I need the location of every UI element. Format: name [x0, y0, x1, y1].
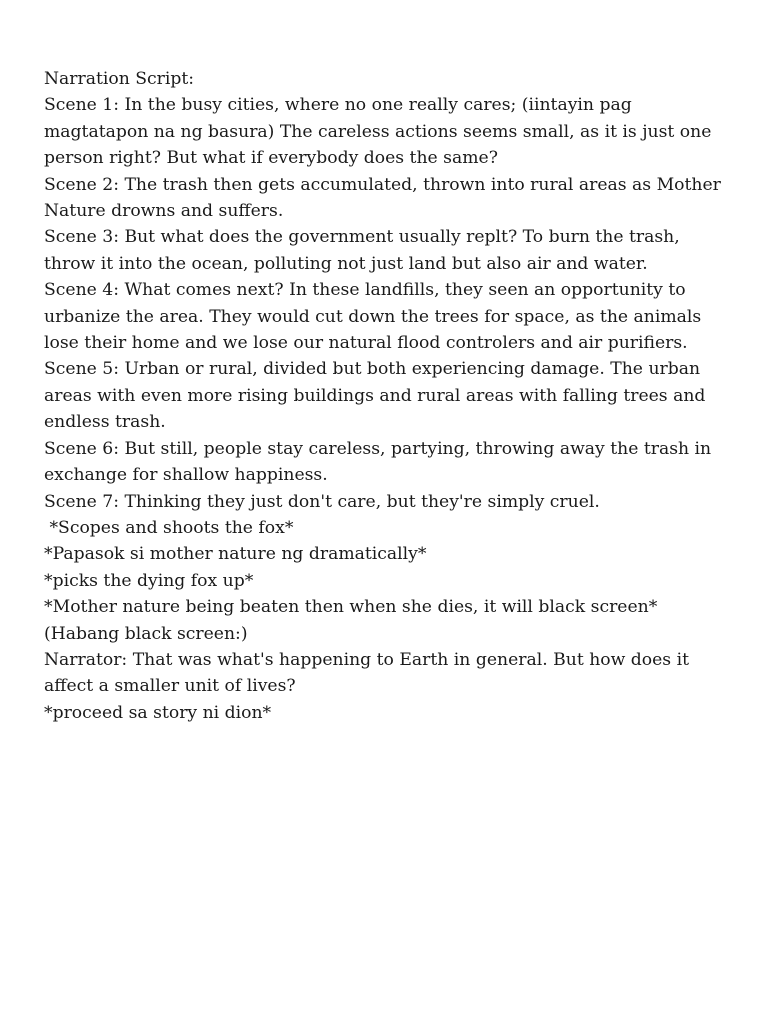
scene-3: Scene 3: But what does the government usually replt? To burn the trash, throw it into the ocean, polluting not just land but also air and water.	[44, 227, 680, 274]
scene-7: Scene 7: Thinking they just don't care, but they're simply cruel.	[44, 491, 600, 512]
scene-2: Scene 2: The trash then gets accumulated, thrown into rural areas as Mother Nature drowns and suffers.	[44, 174, 721, 222]
scene-4: Scene 4: What comes next? In these landfills, they seen an opportunity to urbanize the area. They would cut down the trees for space, as the animals lose their home and we lose our natural flood controlers and air purifiers.	[44, 280, 702, 354]
stage-direction-2: *Papasok si mother nature ng dramatically*	[44, 544, 427, 565]
script-heading: Narration Script:	[44, 69, 195, 89]
narrator-line: Narrator: That was what's happening to Earth in general. But how does it affect a smaller unit of lives?	[44, 649, 689, 697]
scene-1: Scene 1: In the busy cities, where no one really cares; (iintayin pag magtatapon na ng basura) The careless actions seems small, as it is just one person right? But what if everybody does the same?	[44, 95, 712, 169]
stage-direction-5: (Habang black screen:)	[44, 623, 248, 644]
stage-direction-4: *Mother nature being beaten then when she dies, it will black screen*	[44, 597, 658, 618]
document-body	[44, 66, 734, 726]
stage-direction-3: *picks the dying fox up*	[44, 570, 254, 591]
scene-6: Scene 6: But still, people stay careless, partying, throwing away the trash in exchange for shallow happiness.	[44, 438, 712, 486]
stage-direction-1: *Scopes and shoots the fox*	[44, 517, 294, 538]
scene-5: Scene 5: Urban or rural, divided but both experiencing damage. The urban areas with even more rising buildings and rural areas with falling trees and endless trash.	[44, 359, 706, 433]
closing-direction: *proceed sa story ni dion*	[44, 702, 272, 723]
